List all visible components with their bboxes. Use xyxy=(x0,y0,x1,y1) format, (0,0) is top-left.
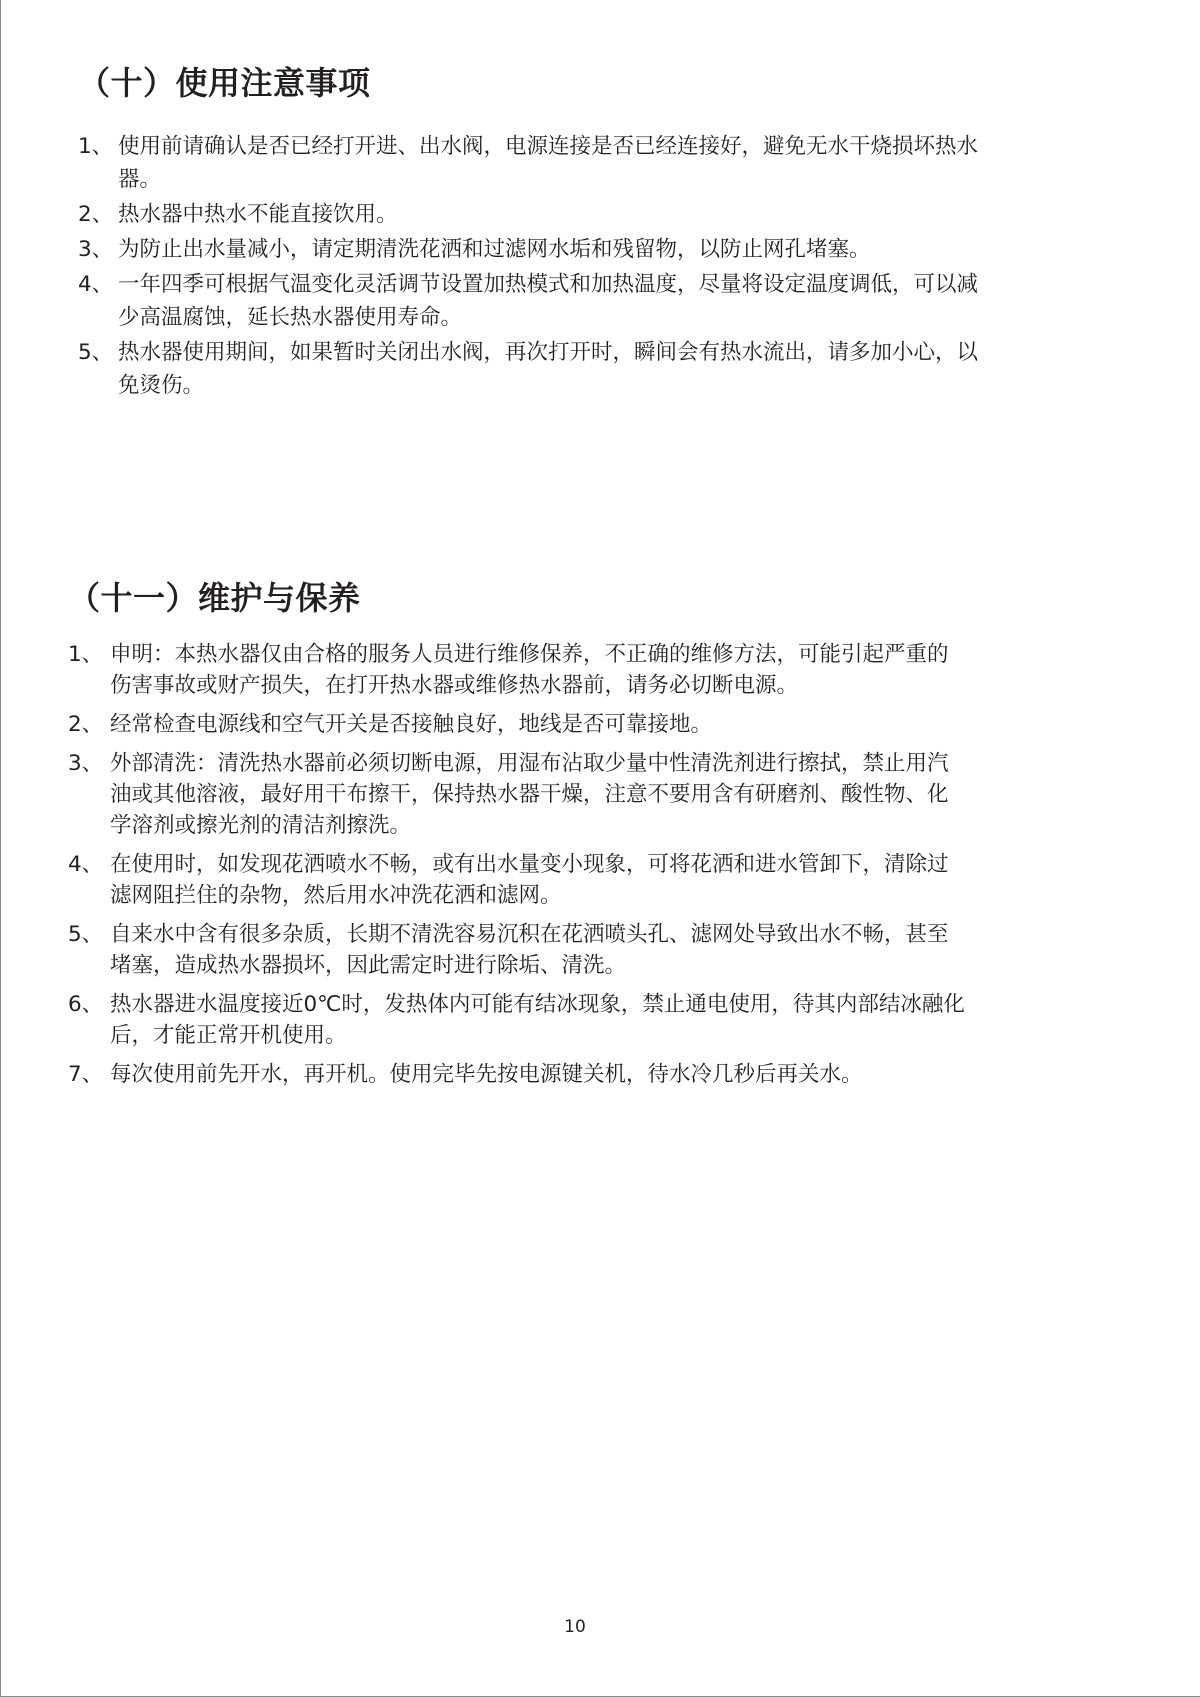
item-number: 5、 xyxy=(78,340,114,365)
item-number: 2、 xyxy=(68,712,104,737)
list-item xyxy=(68,989,968,1051)
usage-notes-list xyxy=(78,130,978,402)
list-item xyxy=(68,639,968,701)
maintenance-list xyxy=(68,639,968,1090)
list-item xyxy=(78,336,978,402)
item-text: 申明：本热水器仅由合格的服务人员进行维修保养，不正确的维修方法，可能引起严重的伤害事故或财产损失，在打开热水器或维修热水器前，请务必切断电源。 xyxy=(110,642,949,698)
item-number: 7、 xyxy=(68,1062,104,1087)
item-number: 4、 xyxy=(68,852,104,877)
item-number: 6、 xyxy=(68,992,104,1017)
section-usage-notes xyxy=(78,58,978,404)
item-text: 热水器使用期间，如果暂时关闭出水阀，再次打开时，瞬间会有热水流出，请多加小心，以免烫伤。 xyxy=(118,340,979,398)
list-item xyxy=(68,849,968,911)
list-item xyxy=(68,1059,968,1090)
item-text: 热水器进水温度接近0℃时，发热体内可能有结冰现象，禁止通电使用，待其内部结冰融化后，才能正常开机使用。 xyxy=(110,992,965,1048)
item-number: 1、 xyxy=(78,134,114,159)
list-item xyxy=(78,130,978,196)
section-heading: （十）使用注意事项 xyxy=(78,64,371,102)
list-item xyxy=(68,748,968,841)
item-text: 为防止出水量减小，请定期清洗花洒和过滤网水垢和残留物，以防止网孔堵塞。 xyxy=(118,237,871,262)
item-number: 3、 xyxy=(68,751,104,776)
list-item xyxy=(78,198,978,231)
section-maintenance xyxy=(68,573,968,1098)
section-heading: （十一）维护与保养 xyxy=(68,579,361,617)
item-number: 5、 xyxy=(68,922,104,947)
item-text: 经常检查电源线和空气开关是否接触良好，地线是否可靠接地。 xyxy=(110,712,713,737)
item-text: 外部清洗：清洗热水器前必须切断电源，用湿布沾取少量中性清洗剂进行擦拭，禁止用汽油或其他溶液，最好用干布擦干，保持热水器干燥，注意不要用含有研磨剂、酸性物、化学溶剂或擦光剂的清洁剂擦洗。 xyxy=(110,751,949,838)
item-text: 每次使用前先开水，再开机。使用完毕先按电源键关机，待水冷几秒后再关水。 xyxy=(110,1062,863,1087)
list-item xyxy=(78,233,978,266)
page-number: 10 xyxy=(564,1617,586,1637)
item-text: 在使用时，如发现花洒喷水不畅，或有出水量变小现象，可将花洒和进水管卸下，清除过滤网阻拦住的杂物，然后用水冲洗花洒和滤网。 xyxy=(110,852,949,908)
item-text: 一年四季可根据气温变化灵活调节设置加热模式和加热温度，尽量将设定温度调低，可以减少高温腐蚀，延长热水器使用寿命。 xyxy=(118,272,979,330)
item-text: 使用前请确认是否已经打开进、出水阀，电源连接是否已经连接好，避免无水干烧损坏热水器。 xyxy=(118,134,979,192)
item-text: 热水器中热水不能直接饮用。 xyxy=(118,202,398,227)
item-number: 1、 xyxy=(68,642,104,667)
item-text: 自来水中含有很多杂质，长期不清洗容易沉积在花洒喷头孔、滤网处导致出水不畅，甚至堵塞，造成热水器损坏，因此需定时进行除垢、清洗。 xyxy=(110,922,949,978)
list-item xyxy=(68,709,968,740)
item-number: 3、 xyxy=(78,237,114,262)
list-item xyxy=(78,268,978,334)
list-item xyxy=(68,919,968,981)
item-number: 2、 xyxy=(78,202,114,227)
item-number: 4、 xyxy=(78,272,114,297)
